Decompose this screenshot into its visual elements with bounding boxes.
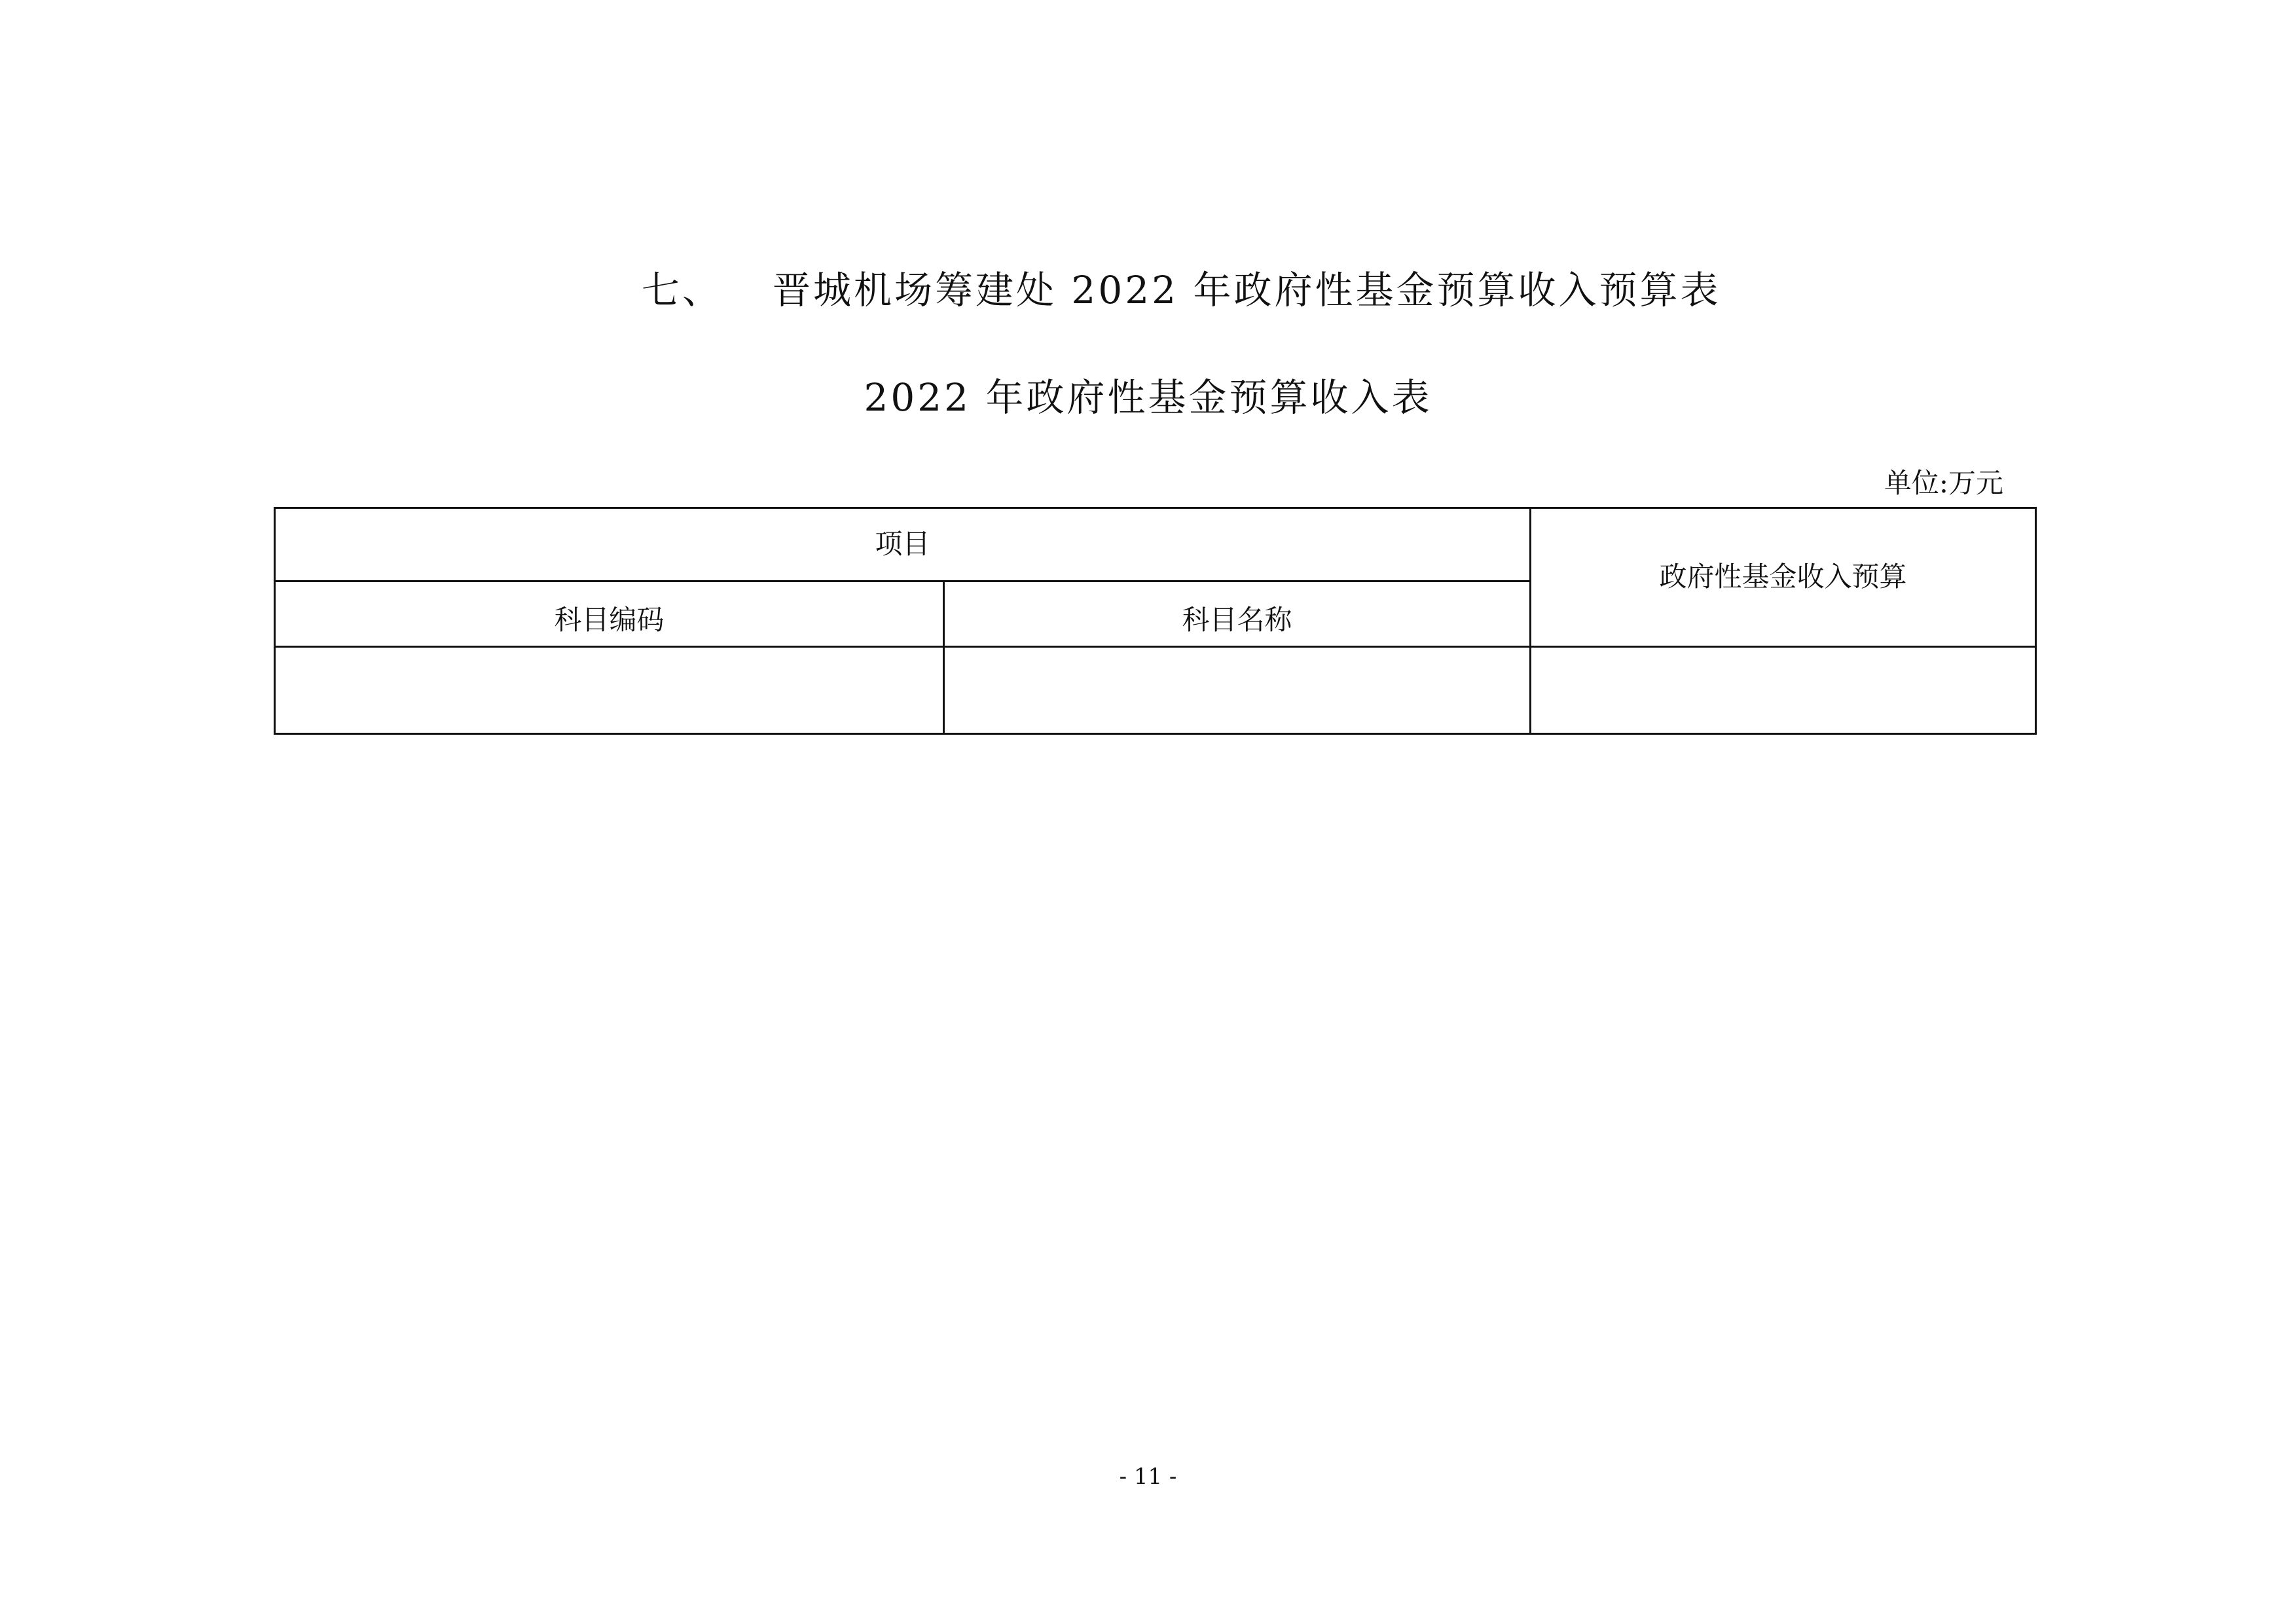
row-name-cell: [944, 647, 1531, 734]
heading-title: 晋城机场筹建处 2022 年政府性基金预算收入预算表: [773, 268, 1721, 312]
header-name-cell: 科目名称: [944, 581, 1531, 647]
row-budget-cell: [1531, 647, 2036, 734]
heading-number: 七、: [642, 268, 723, 312]
unit-label: 单位:万元: [1884, 467, 2003, 499]
table-row: [275, 647, 2036, 734]
table-title: 2022 年政府性基金预算收入表: [864, 375, 1432, 420]
budget-table: [274, 507, 2037, 735]
header-project-cell: 项目: [275, 508, 1531, 581]
page-number: - 11 -: [1119, 1464, 1177, 1490]
document-heading: [642, 261, 1721, 320]
row-code-cell: [275, 647, 944, 734]
header-code-cell: 科目编码: [275, 581, 944, 647]
table-header-row: [275, 508, 2036, 581]
header-budget-cell: 政府性基金收入预算: [1531, 508, 2036, 647]
